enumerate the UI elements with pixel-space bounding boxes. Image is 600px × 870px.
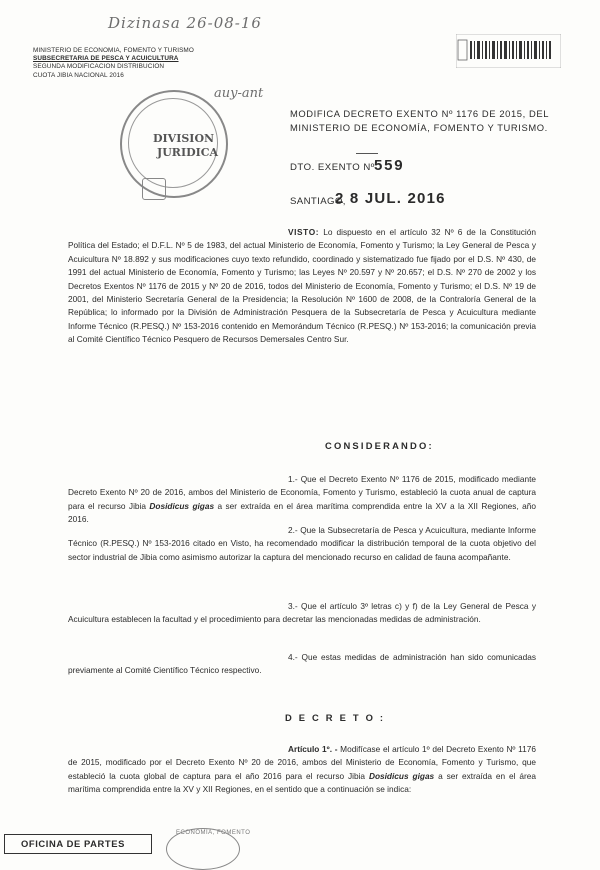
- considerando-heading: CONSIDERANDO:: [325, 440, 434, 451]
- oficina-de-partes-stamp: OFICINA DE PARTES: [4, 834, 152, 854]
- visto-lead: VISTO:: [288, 227, 320, 237]
- visto-text: Lo dispuesto en el artículo 32 Nº 6 de la Constitución Política del Estado; el D.F.L. Nº 5 de 1983, del actual Ministerio de Economía, Fomento y Turismo; la Ley General de Pesca y Acuicultura Nº 18.892 y sus modificaciones cuyo texto refundido, coordinado y sistematizado fue fijado por el D.S. Nº 430, de 1991 del actual Ministerio de Economía, Fomento y Turismo; las Leyes Nº 20.597 y Nº 20.657; el D.S. Nº 270 de 2002 y los Decretos Exentos Nº 1176 de 2015 y Nº 20 de 2016, todos del Ministerio de Economía, Fomento y Turismo; el D.S. Nº 19 de 2001, del Ministerio Secretaría General de la Presidencia; la Resolución Nº 1600 de 2008, de la Contraloría General de la República; lo informado por la División de Administración Pesquera de la Subsecretaría de Pesca y Acuicultura mediante Informe Técnico (R.PESQ.) Nº 153-2016 contenido en Memorándum Técnico (R.PESQ.) Nº 153-2016; la comunicación previa al Comité Científico Técnico Pesquero de Recursos Demersales Centro Sur.: [68, 227, 536, 345]
- decree-title: MODIFICA DECRETO EXENTO Nº 1176 DE 2015, DEL MINISTERIO DE ECONOMÍA, FOMENTO Y TURISMO.: [290, 108, 549, 133]
- seal-emblem-icon: [142, 178, 166, 200]
- species-name-decreto: Dosidicus gigas: [368, 770, 435, 781]
- ministry-name: MINISTERIO DE ECONOMIA, FOMENTO Y TURISMO: [33, 47, 194, 54]
- article-1-label: Artículo 1º. -: [288, 744, 338, 754]
- considerando-item-2: 2.- Que la Subsecretaría de Pesca y Acuicultura, mediante Informe Técnico (R.PESQ.) Nº 153-2016 citado en Visto, ha recomendado modificar la distribución temporal de la cuota objetivo del sector industrial de Jibia como asimismo autorizar la captura del mencionado recurso en calidad de fauna acompañante.: [68, 525, 536, 562]
- article-1-paragraph: Artículo 1º. - Modifícase el artículo 1º del Decreto Exento Nº 1176 de 2015, modificado por el Decreto Exento Nº 20 de 2016, ambos del Ministerio de Economía, Fomento y Turismo, que estableció la cuota global de captura para el año 2016 para el recurso Jibia Dosidicus gigas a ser extraída en el área marítima comprendida entre la XV y XII Regiones, en el sentido que a continuación se indica:: [68, 744, 537, 795]
- visto-paragraph: [68, 226, 536, 347]
- seal-text-division: DIVISION: [153, 132, 215, 145]
- document-subject-line-2: CUOTA JIBIA NACIONAL 2016: [33, 71, 124, 79]
- subsecretaria-name: SUBSECRETARIA DE PESCA Y ACUICULTURA: [33, 55, 179, 63]
- decree-number-label: DTO. EXENTO Nº: [290, 162, 375, 173]
- barcode-icon: [456, 34, 561, 68]
- ministry-seal-text: ECONOMIA, FOMENTO: [176, 830, 251, 836]
- handwritten-note: Dizinasa 26-08-16: [108, 14, 262, 32]
- considerando-item-4: 4.- Que estas medidas de administración han sido comunicadas previamente al Comité Científico Técnico respectivo.: [68, 652, 536, 676]
- issuer-header: [33, 47, 194, 80]
- seal-text-juridica: JURIDICA: [157, 146, 219, 159]
- date-value: 2 8 JUL. 2016: [335, 190, 446, 207]
- considerando-item-3: 3.- Que el artículo 3º letras c) y f) de la Ley General de Pesca y Acuicultura establecen la facultad y el procedimiento para decretar las mencionadas medidas de administración.: [68, 601, 536, 625]
- considerando-item-1: 1.- Que el Decreto Exento Nº 1176 de 2015, modificado mediante Decreto Exento Nº 20 de 2016, ambos del Ministerio de Economía, Fomento y Turismo, estableció la cuota anual de captura para el recurso Jibia Dosidicus gigas a ser extraída en el área marítima comprendida entre la XV a la XII Regiones, año 2016.: [68, 474, 536, 525]
- document-subject-line: SEGUNDA MODIFICACION DISTRIBUCION: [33, 63, 165, 71]
- decree-number: 559: [374, 157, 405, 174]
- title-divider: [356, 153, 378, 154]
- handwritten-side-note: auy-ant: [214, 86, 264, 101]
- species-name: Dosidicus gigas: [149, 500, 215, 511]
- decreto-heading: D E C R E T O :: [285, 712, 386, 723]
- date-label: SANTIAGO,: [290, 196, 346, 207]
